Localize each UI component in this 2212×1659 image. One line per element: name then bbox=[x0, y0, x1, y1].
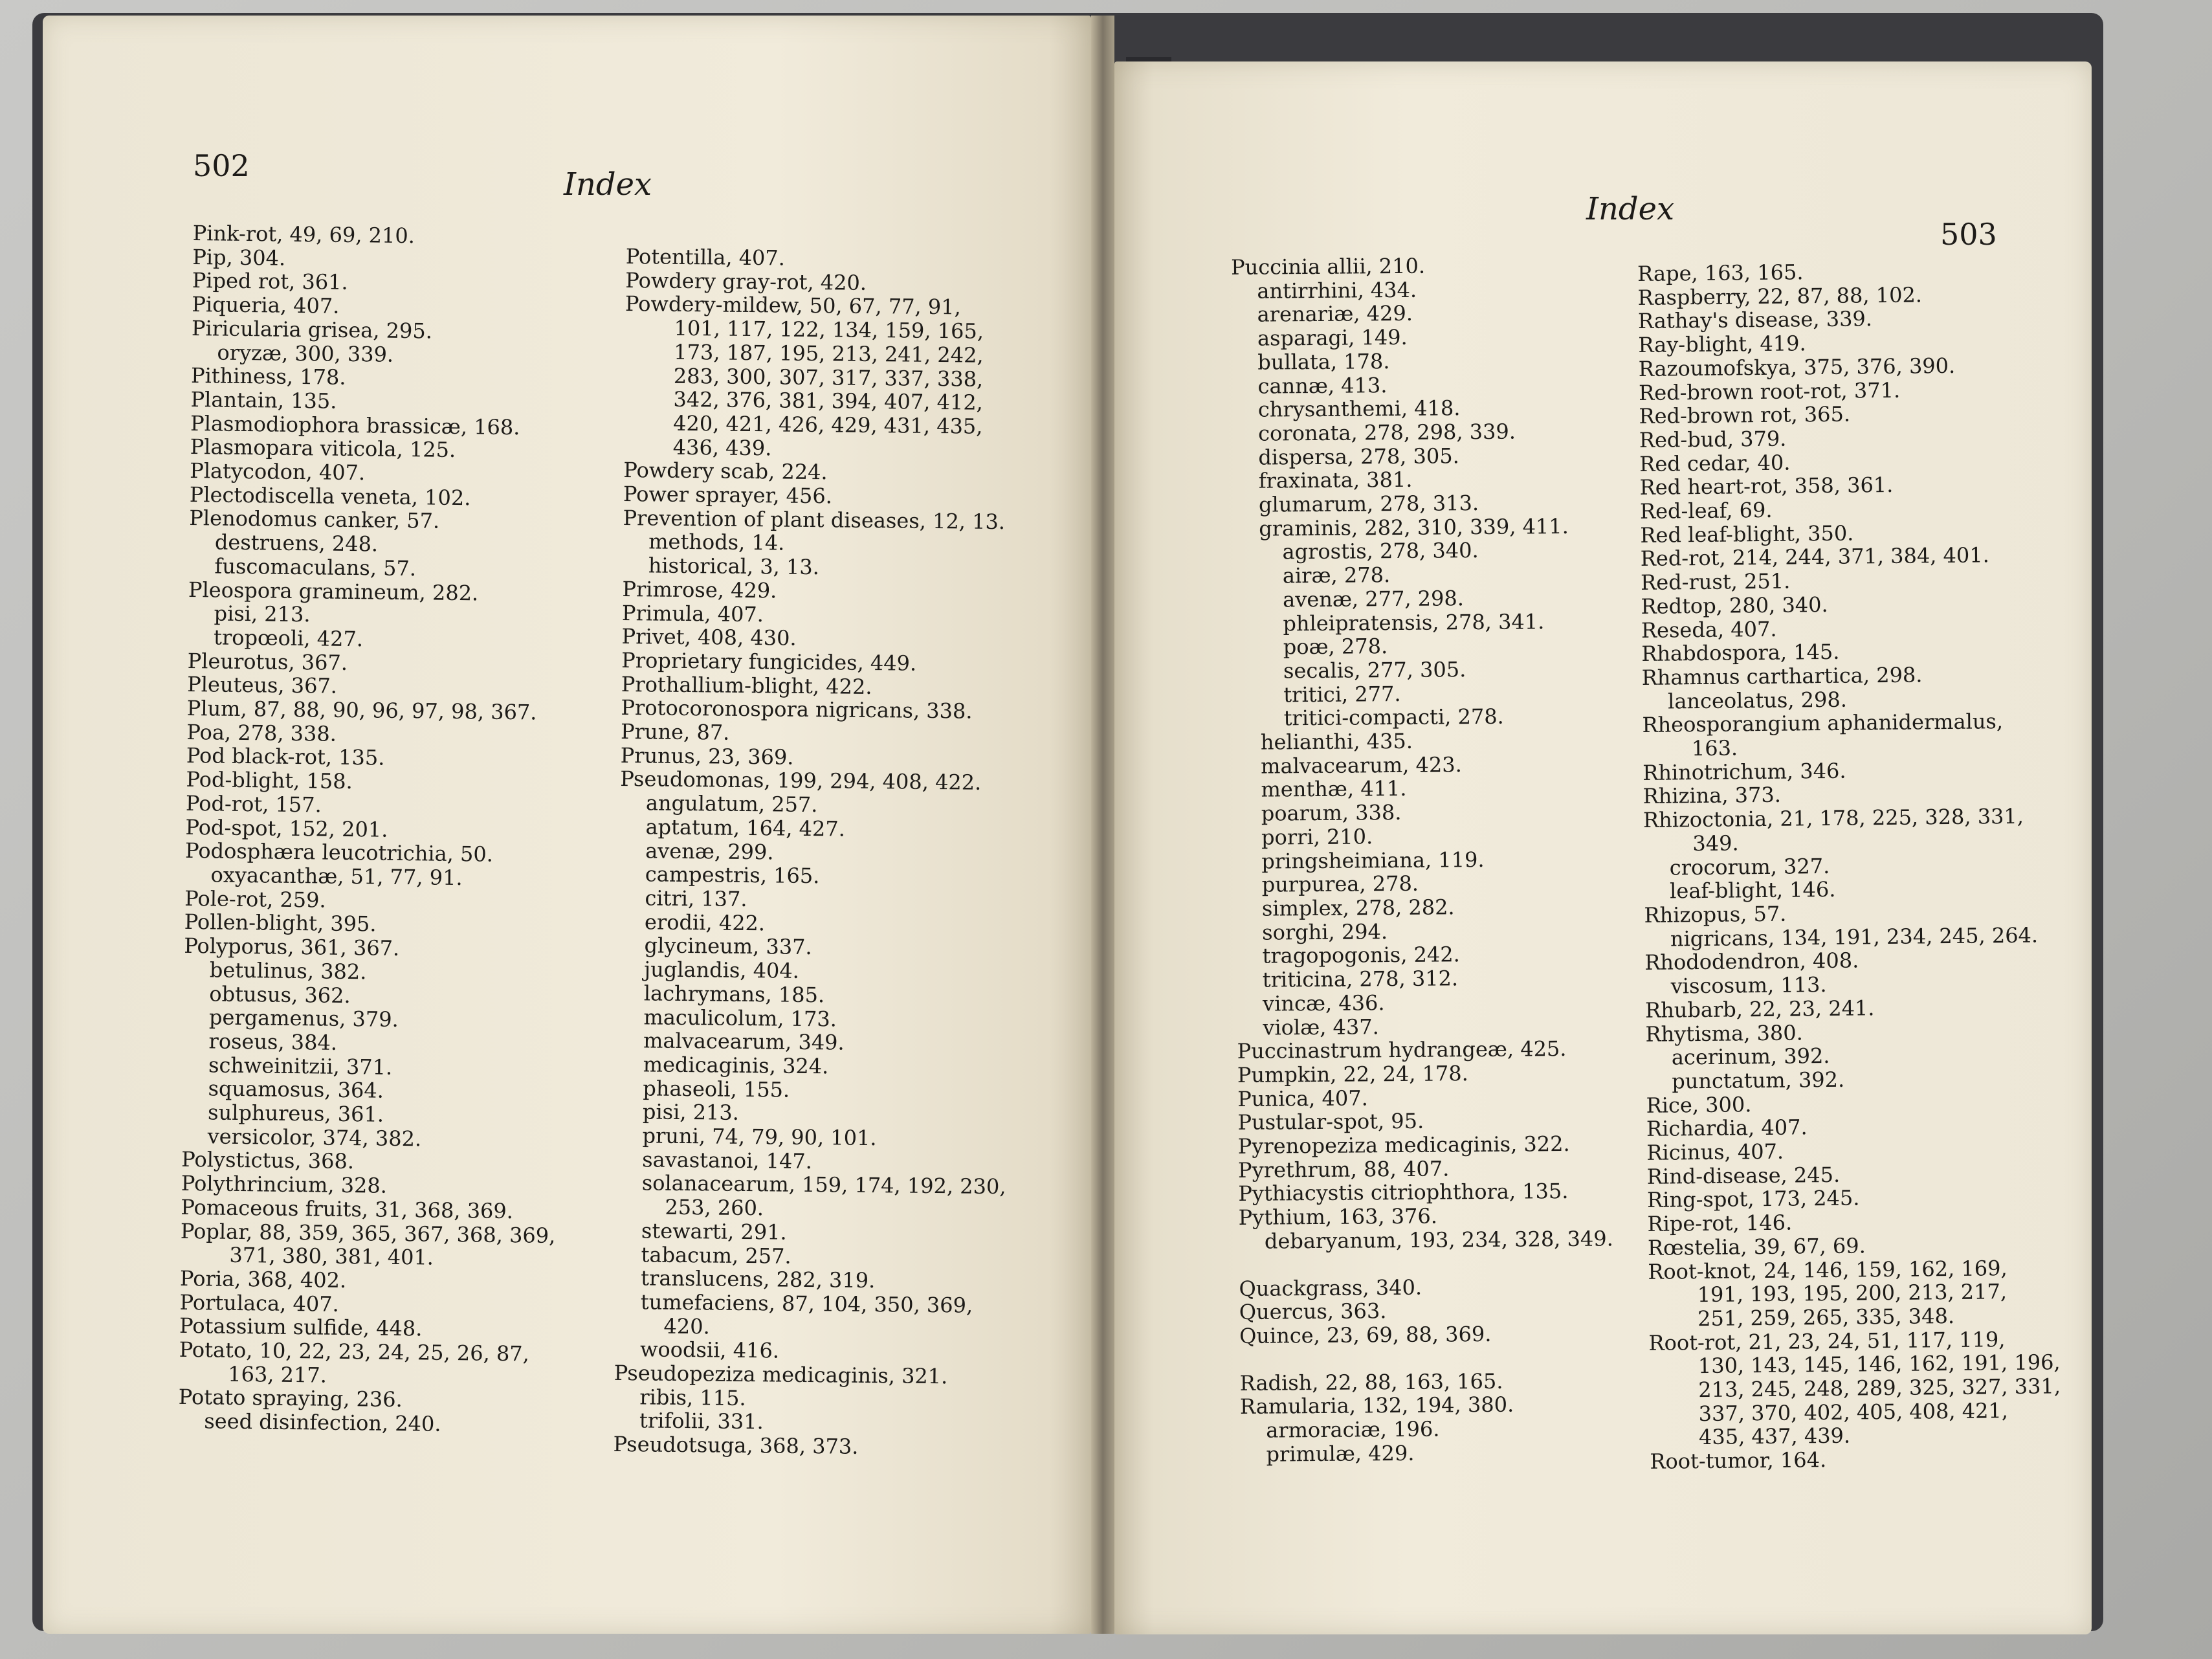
index-entry: Potassium sulfide, 448. bbox=[179, 1313, 423, 1341]
index-entry: Rhamnus carthartica, 298. bbox=[1641, 662, 1923, 690]
index-entry: 163, 217. bbox=[228, 1361, 327, 1388]
index-entry: juglandis, 404. bbox=[644, 957, 800, 983]
index-entry: woodsii, 416. bbox=[639, 1337, 780, 1363]
index-entry: medicaginis, 324. bbox=[643, 1052, 829, 1079]
index-entry: Rhytisma, 380. bbox=[1645, 1019, 1803, 1047]
index-entry: Pseudotsuga, 368, 373. bbox=[613, 1432, 859, 1460]
index-entry: 420. bbox=[663, 1313, 710, 1339]
index-entry: fuscomaculans, 57. bbox=[214, 553, 417, 581]
index-entry: Puccinastrum hydrangeæ, 425. bbox=[1237, 1036, 1567, 1064]
index-entry: tritici, 277. bbox=[1283, 681, 1401, 707]
index-entry: Ricinus, 407. bbox=[1646, 1139, 1784, 1165]
index-entry: Powdery gray-rot, 420. bbox=[625, 267, 867, 295]
index-entry: Podosphæra leucotrichia, 50. bbox=[184, 838, 494, 867]
index-entry: Red-bud, 379. bbox=[1639, 426, 1787, 452]
index-entry: solanacearum, 159, 174, 192, 230, bbox=[641, 1170, 1006, 1199]
index-entry: Pollen-blight, 395. bbox=[184, 909, 377, 937]
index-entry: malvacearum, 423. bbox=[1261, 752, 1462, 779]
index-entry: 130, 143, 145, 146, 162, 191, 196, bbox=[1698, 1350, 2061, 1379]
index-entry: schweinitzii, 371. bbox=[208, 1052, 393, 1080]
index-entry: Red-rot, 214, 244, 371, 384, 401. bbox=[1640, 542, 1990, 572]
index-entry: Plasmodiophora brassicæ, 168. bbox=[190, 410, 520, 440]
index-entry: Pleuteus, 367. bbox=[187, 672, 338, 699]
index-entry: Rhododendron, 408. bbox=[1644, 948, 1859, 975]
index-entry: roseus, 384. bbox=[208, 1029, 338, 1055]
index-entry: stewarti, 291. bbox=[641, 1218, 787, 1245]
index-entry: Ray-blight, 419. bbox=[1638, 331, 1806, 358]
index-entry: obtusus, 362. bbox=[209, 981, 351, 1008]
index-entry: Rind-disease, 245. bbox=[1646, 1162, 1841, 1189]
index-entry: Red-brown root-rot, 371. bbox=[1638, 377, 1901, 405]
index-entry: 213, 245, 248, 289, 325, 327, 331, bbox=[1698, 1374, 2061, 1403]
index-entry: avenæ, 277, 298. bbox=[1283, 586, 1465, 612]
index-entry: vincæ, 436. bbox=[1262, 990, 1385, 1016]
index-entry: Polyporus, 361, 367. bbox=[184, 933, 400, 961]
index-entry: phaseoli, 155. bbox=[643, 1075, 790, 1102]
index-entry: cannæ, 413. bbox=[1257, 372, 1388, 399]
index-entry: 349. bbox=[1692, 830, 1739, 856]
index-entry: Powdery-mildew, 50, 67, 77, 91, bbox=[625, 291, 961, 320]
index-entry: Poplar, 88, 359, 365, 367, 368, 369, bbox=[180, 1218, 556, 1248]
index-entry: erodii, 422. bbox=[644, 909, 766, 935]
index-entry: sorghi, 294. bbox=[1262, 919, 1388, 945]
index-entry: antirrhini, 434. bbox=[1257, 277, 1417, 304]
index-entry: poæ, 278. bbox=[1283, 634, 1388, 660]
index-entry bbox=[1239, 1345, 1614, 1372]
index-entry: tropœoli, 427. bbox=[213, 625, 364, 652]
index-entry: campestris, 165. bbox=[645, 862, 820, 889]
index-entry: pergamenus, 379. bbox=[208, 1005, 399, 1032]
index-entry: Piricularia grisea, 295. bbox=[191, 315, 433, 344]
index-entry: Pip, 304. bbox=[192, 244, 286, 271]
index-entry: Powdery scab, 224. bbox=[623, 458, 828, 485]
index-entry: historical, 3, 13. bbox=[648, 553, 820, 580]
index-entry: Plasmopara viticola, 125. bbox=[190, 434, 456, 463]
index-entry: Rhizina, 373. bbox=[1642, 783, 1782, 809]
left-index-column-1 bbox=[178, 221, 568, 1438]
index-entry: Red-rust, 251. bbox=[1640, 568, 1791, 596]
index-entry: 337, 370, 402, 405, 408, 421, bbox=[1698, 1397, 2009, 1426]
index-entry: lachrymans, 185. bbox=[643, 981, 825, 1008]
index-entry: Ramularia, 132, 194, 380. bbox=[1239, 1392, 1514, 1420]
index-entry: Primula, 407. bbox=[621, 600, 764, 627]
index-entry: 163. bbox=[1691, 735, 1738, 761]
index-entry: primulæ, 429. bbox=[1266, 1440, 1415, 1467]
index-entry: tritici-compacti, 278. bbox=[1283, 704, 1504, 731]
index-entry: lanceolatus, 298. bbox=[1667, 687, 1848, 714]
index-entry: sulphureus, 361. bbox=[207, 1100, 384, 1127]
index-entry: trifolii, 331. bbox=[639, 1408, 764, 1434]
index-entry: Pyrenopeziza medicaginis, 322. bbox=[1237, 1131, 1570, 1159]
index-entry: Root-rot, 21, 23, 24, 51, 117, 119, bbox=[1648, 1326, 2006, 1355]
index-entry: Plenodomus canker, 57. bbox=[189, 506, 440, 534]
index-entry: airæ, 278. bbox=[1282, 562, 1391, 588]
index-entry: purpurea, 278. bbox=[1261, 871, 1419, 897]
left-index-column-2 bbox=[613, 245, 1015, 1460]
index-entry: Punica, 407. bbox=[1237, 1085, 1368, 1111]
index-entry: Piped rot, 361. bbox=[192, 268, 348, 295]
index-entry: 191, 193, 195, 200, 213, 217, bbox=[1697, 1279, 2007, 1308]
index-entry: poarum, 338. bbox=[1261, 800, 1402, 826]
index-entry: Prunus, 23, 369. bbox=[620, 742, 794, 770]
index-entry: dispersa, 278, 305. bbox=[1258, 443, 1459, 470]
index-entry: Portulaca, 407. bbox=[179, 1289, 339, 1317]
index-entry: 283, 300, 307, 317, 337, 338, bbox=[673, 363, 984, 392]
index-entry: Red cedar, 40. bbox=[1639, 450, 1791, 476]
right-running-head: Index bbox=[1586, 191, 1675, 227]
index-entry: Quince, 23, 69, 88, 369. bbox=[1239, 1321, 1492, 1348]
index-entry: betulinus, 382. bbox=[209, 957, 367, 985]
index-entry bbox=[1239, 1251, 1613, 1277]
right-index-column-2 bbox=[1637, 258, 2061, 1473]
index-entry: Privet, 408, 430. bbox=[621, 624, 797, 651]
index-entry: ribis, 115. bbox=[639, 1385, 746, 1410]
index-entry: versicolor, 374, 382. bbox=[207, 1124, 422, 1152]
index-entry: Potato spraying, 236. bbox=[178, 1385, 403, 1412]
index-entry: aptatum, 164, 427. bbox=[645, 814, 846, 841]
index-entry: Pleurotus, 367. bbox=[187, 648, 348, 675]
index-entry: fraxinata, 381. bbox=[1258, 467, 1413, 494]
index-entry: Red-brown rot, 365. bbox=[1639, 401, 1851, 429]
index-entry: Plum, 87, 88, 90, 96, 97, 98, 367. bbox=[186, 696, 537, 725]
index-entry: tragopogonis, 242. bbox=[1262, 942, 1460, 969]
index-entry: Rathay's disease, 339. bbox=[1637, 306, 1873, 334]
index-entry: Raspberry, 22, 87, 88, 102. bbox=[1637, 282, 1923, 310]
index-entry: Piqueria, 407. bbox=[192, 292, 340, 318]
index-entry: violæ, 437. bbox=[1263, 1014, 1379, 1040]
right-page bbox=[1114, 61, 2092, 1634]
index-entry: Protocoronospora nigricans, 338. bbox=[621, 695, 973, 724]
index-entry: menthæ, 411. bbox=[1261, 776, 1407, 803]
index-entry: Rice, 300. bbox=[1646, 1091, 1752, 1118]
index-entry: Pumpkin, 22, 24, 178. bbox=[1237, 1061, 1469, 1087]
index-entry: glycineum, 337. bbox=[644, 933, 812, 960]
right-index-column-1 bbox=[1231, 252, 1615, 1466]
left-page-number: 502 bbox=[193, 148, 250, 183]
index-entry: Pyrethrum, 88, 407. bbox=[1237, 1156, 1450, 1183]
index-entry: Pustular-spot, 95. bbox=[1237, 1109, 1424, 1135]
index-entry: citri, 137. bbox=[645, 885, 747, 912]
index-entry: 101, 117, 122, 134, 159, 165, bbox=[674, 315, 984, 344]
index-entry: Primrose, 429. bbox=[622, 576, 777, 603]
index-entry: triticina, 278, 312. bbox=[1262, 966, 1459, 992]
index-entry: 436, 439. bbox=[672, 434, 772, 461]
index-entry: 251, 259, 265, 335, 348. bbox=[1697, 1303, 1955, 1331]
index-entry: Pod black-rot, 135. bbox=[186, 743, 385, 771]
index-entry: Rape, 163, 165. bbox=[1637, 260, 1804, 286]
index-entry: bullata, 178. bbox=[1257, 348, 1390, 375]
index-entry: secalis, 277, 305. bbox=[1283, 657, 1466, 684]
left-running-head: Index bbox=[564, 166, 652, 203]
index-entry: squamosus, 364. bbox=[208, 1076, 384, 1104]
index-entry: Pythiacystis citriophthora, 135. bbox=[1238, 1179, 1569, 1207]
index-entry: Potentilla, 407. bbox=[625, 244, 786, 271]
index-entry: destruens, 248. bbox=[214, 529, 379, 557]
index-entry: Radish, 22, 88, 163, 165. bbox=[1239, 1368, 1503, 1396]
index-entry: Platycodon, 407. bbox=[190, 458, 366, 485]
index-entry: Polythrincium, 328. bbox=[181, 1171, 388, 1198]
index-entry: Poria, 368, 402. bbox=[179, 1265, 347, 1293]
index-entry: pisi, 213. bbox=[214, 601, 311, 627]
index-entry: maculicolum, 173. bbox=[643, 1004, 837, 1031]
index-entry: punctatum, 392. bbox=[1672, 1067, 1845, 1094]
index-entry: Quackgrass, 340. bbox=[1239, 1275, 1422, 1301]
index-entry: graminis, 282, 310, 339, 411. bbox=[1259, 513, 1569, 541]
index-entry: Rhabdospora, 145. bbox=[1641, 640, 1840, 667]
index-entry: Rœstelia, 39, 67, 69. bbox=[1647, 1233, 1866, 1260]
index-entry: Prevention of plant diseases, 12, 13. bbox=[623, 505, 1006, 534]
index-entry: Rhizopus, 57. bbox=[1644, 901, 1787, 928]
index-entry: Ring-spot, 173, 245. bbox=[1646, 1185, 1860, 1213]
index-entry: avenæ, 299. bbox=[645, 838, 774, 865]
index-entry: oryzæ, 300, 339. bbox=[217, 339, 394, 367]
index-entry: crocorum, 327. bbox=[1669, 853, 1830, 880]
index-entry: arenariæ, 429. bbox=[1257, 301, 1413, 328]
index-entry: Rheosporangium aphanidermalus, bbox=[1642, 709, 2004, 738]
index-entry: 342, 376, 381, 394, 407, 412, bbox=[673, 387, 984, 416]
right-page-number: 503 bbox=[1940, 217, 1997, 252]
index-entry: malvacearum, 349. bbox=[643, 1028, 845, 1055]
index-entry: Poa, 278, 338. bbox=[186, 719, 337, 746]
index-entry: 173, 187, 195, 213, 241, 242, bbox=[674, 339, 984, 368]
index-entry: 371, 380, 381, 401. bbox=[229, 1243, 434, 1270]
index-entry: Red-leaf, 69. bbox=[1639, 497, 1773, 524]
index-entry: Razoumofskya, 375, 376, 390. bbox=[1638, 353, 1956, 381]
index-entry: Potato, 10, 22, 23, 24, 25, 26, 87, bbox=[179, 1337, 530, 1366]
index-entry: pisi, 213. bbox=[642, 1099, 740, 1126]
index-entry: pruni, 74, 79, 90, 101. bbox=[642, 1123, 877, 1151]
index-entry: Rhinotrichum, 346. bbox=[1642, 758, 1846, 785]
index-entry: Pleospora gramineum, 282. bbox=[188, 577, 479, 605]
index-entry: viscosum, 113. bbox=[1670, 972, 1827, 999]
index-entry: 253, 260. bbox=[665, 1194, 764, 1221]
index-entry: Ripe-rot, 146. bbox=[1647, 1210, 1793, 1237]
index-entry: Richardia, 407. bbox=[1646, 1115, 1808, 1142]
index-entry: pringsheimiana, 119. bbox=[1261, 847, 1485, 874]
index-entry: translucens, 282, 319. bbox=[641, 1265, 876, 1293]
index-entry: Polystictus, 368. bbox=[181, 1147, 355, 1174]
index-entry: Pod-rot, 157. bbox=[185, 790, 322, 818]
index-entry: Plantain, 135. bbox=[190, 386, 337, 414]
index-entry: methods, 14. bbox=[648, 529, 785, 556]
index-entry: savastanoi, 147. bbox=[642, 1147, 813, 1174]
index-entry: Power sprayer, 456. bbox=[623, 482, 833, 509]
index-entry: 420, 421, 426, 429, 431, 435, bbox=[672, 410, 983, 439]
index-entry: Pod-blight, 158. bbox=[186, 767, 353, 794]
index-entry: Red leaf-blight, 350. bbox=[1640, 520, 1854, 548]
index-entry: seed disinfection, 240. bbox=[204, 1408, 441, 1436]
index-entry: armoraciæ, 196. bbox=[1266, 1416, 1440, 1443]
index-entry: phleipratensis, 278, 341. bbox=[1283, 608, 1545, 636]
left-page bbox=[43, 16, 1091, 1634]
index-entry: nigricans, 134, 191, 234, 245, 264. bbox=[1670, 922, 2039, 952]
index-entry: angulatum, 257. bbox=[645, 790, 818, 818]
index-entry: Reseda, 407. bbox=[1641, 616, 1777, 643]
index-entry: simplex, 278, 282. bbox=[1261, 895, 1455, 921]
index-entry: Puccinia allii, 210. bbox=[1230, 253, 1426, 280]
index-entry: Prothallium-blight, 422. bbox=[621, 671, 872, 699]
index-entry: Red heart-rot, 358, 361. bbox=[1639, 473, 1894, 500]
index-entry: glumarum, 278, 313. bbox=[1258, 491, 1479, 517]
index-entry: chrysanthemi, 418. bbox=[1257, 395, 1461, 422]
index-entry: coronata, 278, 298, 339. bbox=[1258, 419, 1516, 446]
index-entry: Pseudopeziza medicaginis, 321. bbox=[614, 1360, 948, 1389]
index-entry: helianthi, 435. bbox=[1260, 728, 1413, 755]
book-gutter bbox=[1091, 16, 1114, 1634]
index-entry: Pseudomonas, 199, 294, 408, 422. bbox=[620, 766, 982, 796]
index-entry: oxyacanthæ, 51, 77, 91. bbox=[210, 862, 463, 891]
index-entry: Pod-spot, 152, 201. bbox=[185, 814, 388, 842]
index-entry: Prune, 87. bbox=[620, 719, 730, 745]
index-entry: asparagi, 149. bbox=[1257, 324, 1408, 351]
index-entry: Root-tumor, 164. bbox=[1650, 1447, 1827, 1475]
index-entry: tumefaciens, 87, 104, 350, 369, bbox=[640, 1289, 973, 1318]
index-entry: agrostis, 278, 340. bbox=[1282, 538, 1479, 564]
index-entry: acerinum, 392. bbox=[1671, 1043, 1830, 1070]
index-entry: 435, 437, 439. bbox=[1698, 1423, 1851, 1450]
index-entry: Redtop, 280, 340. bbox=[1641, 592, 1828, 619]
index-entry: Pomaceous fruits, 31, 368, 369. bbox=[181, 1194, 514, 1223]
index-entry: tabacum, 257. bbox=[641, 1241, 791, 1269]
index-entry: Pithiness, 178. bbox=[190, 363, 346, 390]
index-entry: Pythium, 163, 376. bbox=[1238, 1203, 1438, 1230]
index-entry: debaryanum, 193, 234, 328, 349. bbox=[1264, 1226, 1613, 1254]
index-entry: Quercus, 363. bbox=[1239, 1298, 1387, 1325]
index-entry: Pink-rot, 49, 69, 210. bbox=[192, 221, 415, 249]
index-entry: porri, 210. bbox=[1261, 824, 1373, 850]
index-entry: Root-knot, 24, 146, 159, 162, 169, bbox=[1648, 1255, 2007, 1284]
index-entry: Pole-rot, 259. bbox=[184, 885, 326, 913]
index-entry: Proprietary fungicides, 449. bbox=[621, 647, 917, 676]
index-entry: leaf-blight, 146. bbox=[1669, 877, 1836, 904]
index-entry: Rhizoctonia, 21, 178, 225, 328, 331, bbox=[1642, 803, 2024, 833]
index-entry: Plectodiscella veneta, 102. bbox=[189, 482, 471, 511]
index-entry: Rhubarb, 22, 23, 241. bbox=[1644, 996, 1875, 1023]
